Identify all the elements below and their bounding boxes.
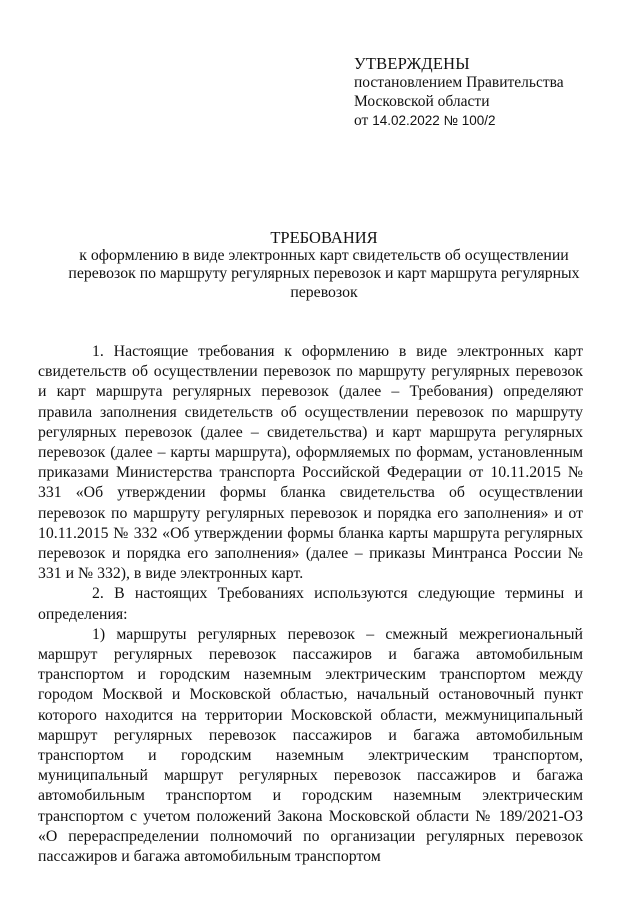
approval-date-line: [354, 111, 614, 130]
paragraph-1: 1. Настоящие требования к оформлению в виде электронных карт свидетельств об осуществлении перевозок по маршруту регулярных перевозок и карт маршрута регулярных перевозок (далее – Требования) определяют правила заполнения свидетельств об осуществлении перевозок по маршруту регулярных перевозок (далее – свидетельства) и карт маршрута регулярных перевозок (далее – карты маршрута), оформляемых по формам, установленным приказами Министерства транспорта Российской Федерации от 10.11.2015 № 331 «Об утверждении формы бланка свидетельства об осуществлении перевозок по маршруту регулярных перевозок и порядка его заполнения» и от 10.11.2015 № 332 «Об утверждении формы бланка карты маршрута регулярных перевозок и порядка его заполнения» (далее – приказы Минтранса России № 331 и № 332), в виде электронных карт.: [38, 343, 583, 583]
approval-issuer: постановлением Правительства: [354, 74, 564, 91]
document-title: ТРЕБОВАНИЯ: [270, 228, 378, 247]
paragraph-2: 2. В настоящих Требованиях используются следующие термины и определения:: [38, 585, 583, 623]
approval-region: Московской области: [354, 93, 490, 110]
approval-stamp: [354, 54, 614, 130]
document-body: [38, 342, 583, 867]
paragraph-2-item-1: 1) маршруты регулярных перевозок – смежный межрегиональный маршрут регулярных перевозок пассажиров и багажа автомобильным транспортом и городским наземным электрическим транспортом между городом Москвой и Московской областью, начальный остановочный пункт которого находится на территории Московской области, межмуниципальный маршрут регулярных перевозок пассажиров и багажа автомобильным транспортом и городским наземным электрическим транспортом, муниципальный маршрут регулярных перевозок пассажиров и багажа автомобильным транспортом и городским наземным электрическим транспортом с учетом положений Закона Московской области № 189/2021-ОЗ «О перераспределении полномочий по организации регулярных перевозок пассажиров и багажа автомобильным транспортом: [38, 625, 583, 866]
approval-date-number: 14.02.2022 № 100/2: [372, 113, 496, 128]
approval-heading: УТВЕРЖДЕНЫ: [354, 54, 470, 73]
scan-speck: [566, 880, 570, 884]
approval-date-prefix: от: [354, 112, 373, 129]
document-subtitle: к оформлению в виде электронных карт свидетельств об осуществлении перевозок по маршруту регулярных перевозок и карт маршрута регулярных перевозок: [68, 247, 580, 301]
